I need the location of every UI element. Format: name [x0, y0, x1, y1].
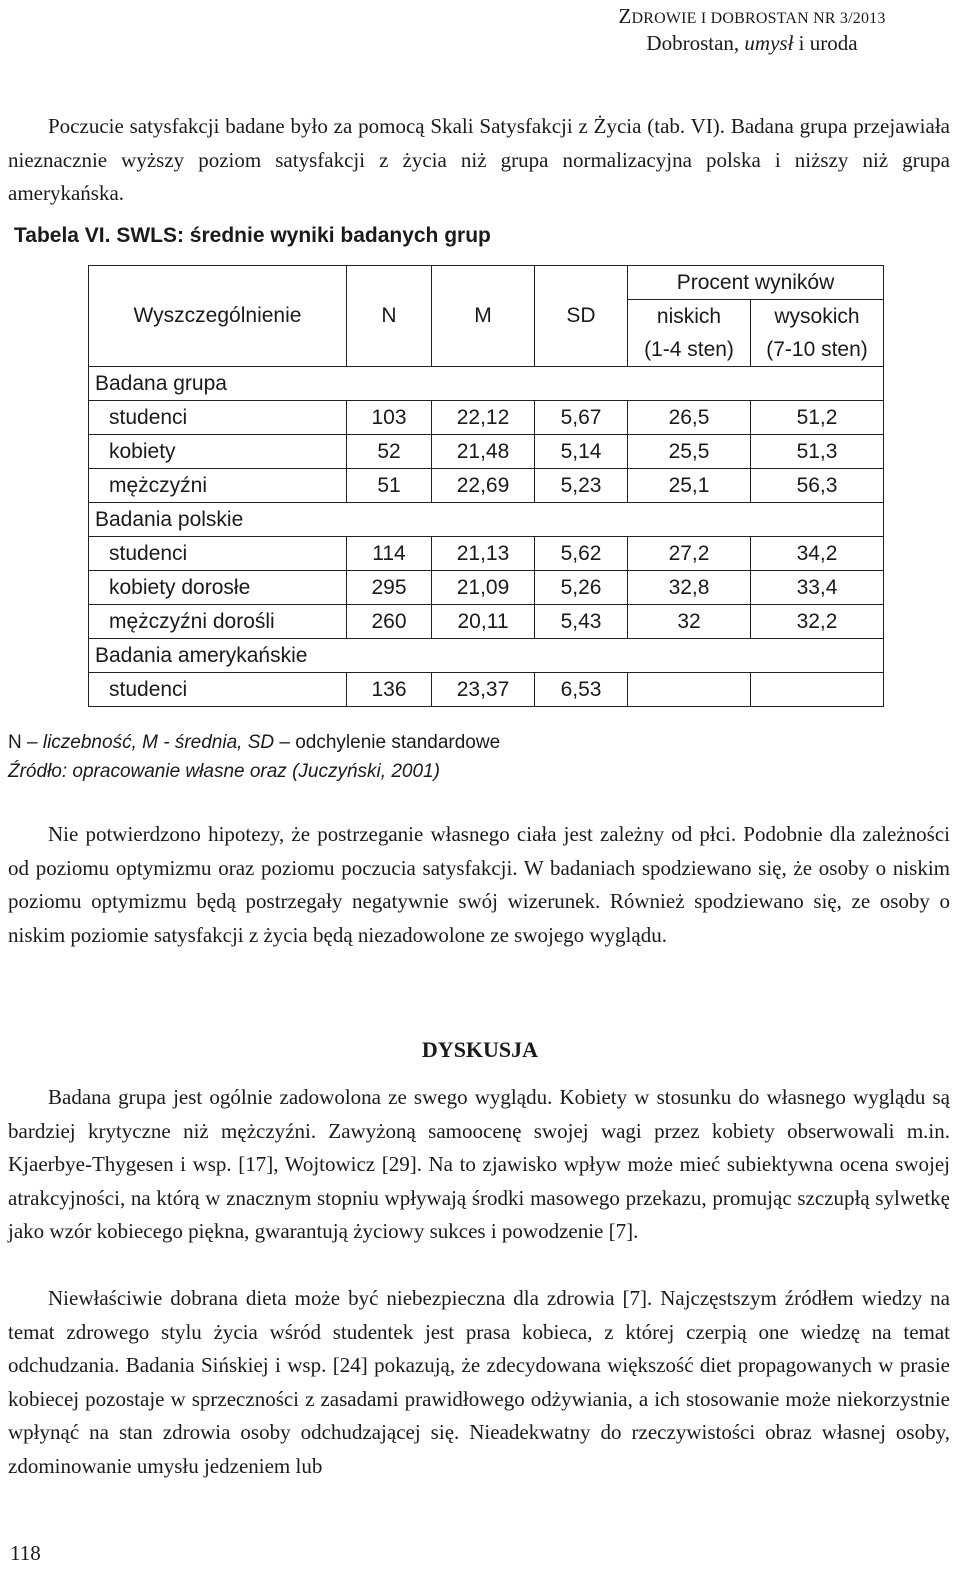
cell-sd: 6,53: [535, 673, 628, 707]
cell-n: 260: [347, 605, 432, 639]
cell-m: 23,37: [432, 673, 535, 707]
discussion-paragraph-1: Badana grupa jest ogólnie zadowolona ze swego wyglądu. Kobiety w stosunku do własnego wyglądu są bardziej krytyczne niż mężczyźni. Zawyżoną samoocenę swojej wagi przez kobiety obserwowali m.in. Kjaerbye-Thygesen i wsp. [17], Wojtowicz [29]. Na to zjawisko wpływ może mieć subiektywna ocena swojej atrakcyjności, na którą w znacznym stopniu wpływają środki masowego przekazu, promując szczupłą sylwetkę jako wzór kobiecego piękna, gwarantują życiowy sukces i powodzenie [7].: [8, 1085, 950, 1243]
page-number: 118: [10, 1541, 41, 1565]
cell-low: 26,5: [628, 401, 751, 435]
cell-sd: 5,14: [535, 435, 628, 469]
cell-sd: 5,43: [535, 605, 628, 639]
note-dash: –: [274, 732, 296, 753]
header-high-range: (7-10 sten): [751, 333, 884, 367]
cell-m: 21,13: [432, 537, 535, 571]
cell-sd: 5,23: [535, 469, 628, 503]
table-row: [89, 435, 884, 469]
cell-high: 56,3: [751, 469, 884, 503]
group-blank-cell: [628, 367, 884, 401]
note-n: N: [8, 732, 22, 753]
group-blank-cell: [628, 639, 884, 673]
row-label: studenci: [89, 537, 347, 571]
row-label: mężczyźni dorośli: [89, 605, 347, 639]
cell-n: 51: [347, 469, 432, 503]
row-label: studenci: [89, 673, 347, 707]
cell-n: 136: [347, 673, 432, 707]
cell-sd: 5,62: [535, 537, 628, 571]
header-low: niskich: [628, 300, 751, 334]
header-m: M: [432, 266, 535, 367]
table-row: [89, 673, 884, 707]
group-row: [89, 503, 884, 537]
cell-m: 22,69: [432, 469, 535, 503]
table-row: [89, 469, 884, 503]
discussion-heading: DYSKUSJA: [421, 1037, 539, 1062]
source-text: Źródło: opracowanie własne oraz (Juczyński, 2001): [8, 761, 440, 782]
row-label: mężczyźni: [89, 469, 347, 503]
running-header: [562, 4, 942, 56]
cell-sd: 5,26: [535, 571, 628, 605]
section-title-post: i uroda: [793, 31, 858, 55]
cell-high: 33,4: [751, 571, 884, 605]
group-row: [89, 367, 884, 401]
cell-sd: 5,67: [535, 401, 628, 435]
cell-n: 103: [347, 401, 432, 435]
journal-title-rest: DROWIE I DOBROSTAN NR 3/2013: [631, 10, 886, 27]
group-label: Badania amerykańskie: [89, 639, 628, 673]
cell-low: 25,1: [628, 469, 751, 503]
group-blank-cell: [628, 503, 884, 537]
cell-low: 32,8: [628, 571, 751, 605]
source-note: [8, 757, 500, 786]
table-caption: Tabela VI. SWLS: średnie wyniki badanych grup: [14, 224, 491, 247]
table-row: [89, 571, 884, 605]
cell-m: 21,09: [432, 571, 535, 605]
row-label: kobiety: [89, 435, 347, 469]
cell-high: 34,2: [751, 537, 884, 571]
header-percent: Procent wyników: [628, 266, 884, 300]
cell-low: 27,2: [628, 537, 751, 571]
journal-title-initial: Z: [618, 4, 632, 28]
row-label: kobiety dorosłe: [89, 571, 347, 605]
header-n: N: [347, 266, 432, 367]
cell-high: 32,2: [751, 605, 884, 639]
swls-table: [88, 265, 884, 707]
section-title-italic: umysł: [744, 31, 794, 55]
cell-n: 52: [347, 435, 432, 469]
journal-title: [562, 4, 942, 29]
row-label: studenci: [89, 401, 347, 435]
cell-low: [628, 673, 751, 707]
note-sd: odchylenie standardowe: [295, 732, 501, 753]
table-row: [89, 605, 884, 639]
table-row: [89, 537, 884, 571]
header-sd: SD: [535, 266, 628, 367]
header-low-range: (1-4 sten): [628, 333, 751, 367]
table-row: [89, 401, 884, 435]
cell-low: 25,5: [628, 435, 751, 469]
cell-m: 21,48: [432, 435, 535, 469]
note-italic: liczebność, M - średnia, SD: [42, 732, 275, 753]
cell-high: [751, 673, 884, 707]
note-dash: –: [21, 732, 43, 753]
cell-n: 295: [347, 571, 432, 605]
group-label: Badania polskie: [89, 503, 628, 537]
cell-m: 20,11: [432, 605, 535, 639]
header-wyszczegolnienie: Wyszczególnienie: [89, 266, 347, 367]
cell-high: 51,3: [751, 435, 884, 469]
table-notes: [8, 728, 500, 786]
section-title: [562, 31, 942, 56]
header-high: wysokich: [751, 300, 884, 334]
section-title-pre: Dobrostan,: [646, 31, 745, 55]
cell-low: 32: [628, 605, 751, 639]
cell-n: 114: [347, 537, 432, 571]
group-label: Badana grupa: [89, 367, 628, 401]
results-paragraph: Nie potwierdzono hipotezy, że postrzeganie własnego ciała jest zależny od płci. Podobnie dla zależności od poziomu optymizmu oraz poziomu poczucia satysfakcji. W badaniach spodziewano się, że osoby o niskim poziomu optymizmu będą postrzegały negatywnie swój wizerunek. Również spodziewano się, ze osoby o niskim poziomie satysfakcji z życia będą niezadowolone ze swojego wyglądu.: [8, 822, 950, 947]
discussion-paragraph-2: Niewłaściwie dobrana dieta może być niebezpieczna dla zdrowia [7]. Najczęstszym źródłem wiedzy na temat zdrowego stylu życia wśród studentek jest prasa kobieca, z której czerpią one wiedzę na temat odchudzania. Badania Sińskiej i wsp. [24] pokazują, że zdecydowana większość diet propagowanych w prasie kobiecej pozostaje w sprzeczności z zasadami prawidłowego odżywiania, a ich stosowanie może niekorzystnie wpłynąć na stan zdrowia osoby odchudzającej się. Nieadekwatny do rzeczywistości obraz własnej osoby, zdominowanie umysłu jedzeniem lub: [8, 1286, 950, 1478]
cell-high: 51,2: [751, 401, 884, 435]
group-row: [89, 639, 884, 673]
legend-note: [8, 728, 500, 757]
intro-paragraph: Poczucie satysfakcji badane było za pomocą Skali Satysfakcji z Życia (tab. VI). Badana grupa przejawiała nieznacznie wyższy poziom satysfakcji z życia niż grupa normalizacyjna polska i niższy niż grupa amerykańska.: [8, 114, 950, 205]
cell-m: 22,12: [432, 401, 535, 435]
table-header-row: [89, 266, 884, 300]
